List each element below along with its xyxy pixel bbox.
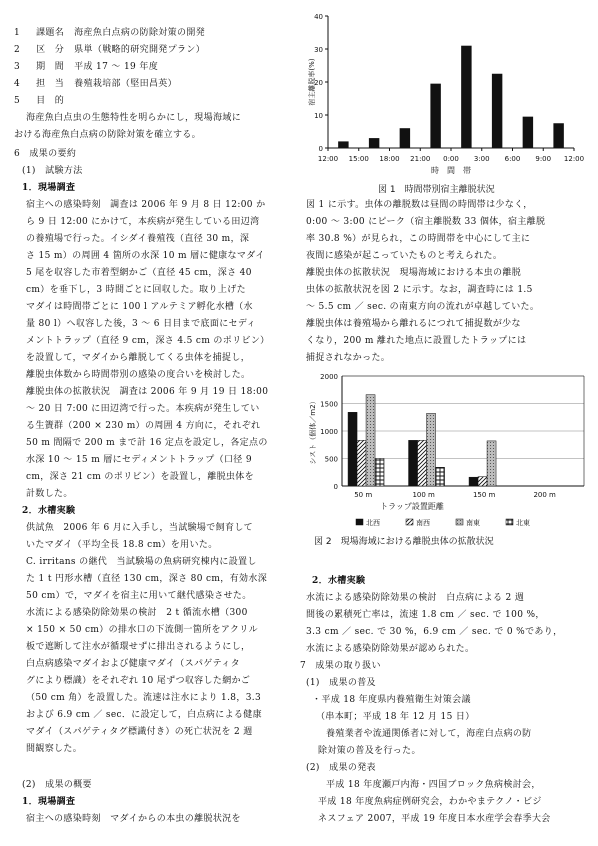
fig1-caption: 図 1 時間帯別宿主離脱状況 — [378, 185, 495, 194]
fig2-bar — [478, 477, 487, 486]
fig2-y-tick-label: 1000 — [320, 428, 338, 436]
fig1-y-tick-label: 20 — [314, 79, 323, 87]
fig1-bar — [338, 141, 348, 148]
fig1-bar — [400, 128, 410, 148]
right-text-line: 平成 18 年度瀬戸内海・四国ブロック魚病検討会， — [326, 780, 541, 790]
fig1-bar — [430, 84, 440, 148]
right-text-line: 3.3 cm ／ sec. で 30 %，6.9 cm ／ sec. で 0 %であり， — [306, 627, 563, 637]
right-text-line: 平成 18 年度魚病症例研究会，わかやまテクノ・ビジ — [318, 797, 542, 807]
left-text-line: （50 cm 角）を設置した。流速は注水により 1.8，3.3 — [26, 693, 262, 703]
fig1-y-tick-label: 0 — [318, 145, 323, 153]
header-row-3: 3 期 間 平成 17 ～ 19 年度 — [14, 62, 159, 72]
left-text-line: 1．現場調査 — [22, 183, 76, 193]
fig2-bar — [487, 441, 496, 486]
fig2-legend-swatch — [506, 519, 513, 525]
left-text-line: ら 9 日 12:00 にかけて，本疾病が発生している田辺湾 — [26, 217, 260, 227]
fig2-bar — [348, 412, 357, 486]
right-text-line: ネスフェア 2007，平成 19 年度日本水産学会春季大会 — [318, 814, 551, 824]
right-text-line: 間後の累積死亡率は，流速 1.8 cm ／ sec. で 100 %， — [306, 610, 545, 620]
fig1-bar — [461, 46, 471, 148]
fig2-y-axis-label: シスト（個体／m2） — [309, 397, 317, 465]
fig1-x-tick-label: 21:00 — [410, 155, 431, 163]
left-text-line: cm，深さ 21 cm のポリビン）を設置し，離脱虫体を — [26, 472, 254, 482]
figure-2-chart — [306, 366, 588, 576]
right-text-line: くなり，200 m 離れた地点に設置したトラップには — [306, 336, 527, 346]
fig2-y-tick-label: 500 — [324, 455, 338, 464]
left-text-line: さ 15 m）の周囲 4 箇所の水深 10 m 層に健康なマダイ — [26, 251, 265, 261]
fig1-x-tick-label: 15:00 — [348, 155, 369, 163]
left-text-line: 水流による感染防除効果の検討 2 t 循流水槽（300 — [26, 608, 248, 618]
left-text-line: 計数した。 — [26, 489, 73, 499]
fig1-bar — [523, 117, 533, 148]
left-text-line: 白点病感染マダイおよび健康マダイ（スパゲティタ — [26, 659, 240, 669]
fig2-bar — [469, 477, 478, 486]
fig2-y-tick-label: 0 — [333, 483, 338, 491]
left-text-line: 板で遮断して注水が循環せずに排出されるようにし， — [26, 642, 251, 652]
fig1-x-tick-label: 18:00 — [379, 155, 400, 163]
fig2-x-tick-label: 100 m — [412, 491, 435, 499]
header-row-2: 2 区 分 県単（戦略的研究開発プラン） — [14, 45, 206, 55]
right-text-line: 2．水槽実験 — [312, 576, 366, 586]
right-text-line: ・平成 18 年度県内養殖衛生対策会議 — [312, 695, 471, 705]
left-text-line: を設置して，マダイから離脱してくる虫体を捕捉し， — [26, 353, 251, 363]
right-text-line: 率 30.8 %）が見られ，この時間帯を中心にして主に — [306, 234, 531, 244]
left-text-line: の養殖場で行った。イシダイ養殖筏（直径 30 m，深 — [26, 234, 250, 244]
fig2-x-tick-label: 50 m — [354, 491, 373, 499]
left-text-line: C. irritans の継代 当試験場の魚病研究棟内に設置し — [26, 557, 257, 567]
fig2-x-tick-label: 150 m — [472, 491, 496, 499]
right-text-line: 0:00 ～ 3:00 にピーク（宿主離脱数 33 個体，宿主離脱 — [306, 217, 546, 227]
fig2-x-tick-label: 200 m — [533, 491, 556, 499]
fig1-x-tick-label: 12:00 — [563, 155, 585, 163]
fig2-bar — [418, 440, 427, 486]
right-text-line: 虫体の拡散状況を図 2 に示す。なお，調査時には 1.5 — [306, 285, 533, 295]
left-text-line: 離脱虫体の拡散状況 調査は 2006 年 9 月 19 日 18:00 — [26, 387, 269, 397]
fig2-y-tick-label: 2000 — [320, 373, 338, 381]
right-text-line: 離脱虫体は養殖場から離れるにつれて捕捉数が少な — [306, 319, 521, 329]
left-text-line: 離脱虫体数から時間帯別の感染の度合いを検討した。 — [26, 370, 251, 380]
left-text-line: いたマダイ（平均全長 18.8 cm）を用いた。 — [26, 540, 218, 550]
fig2-bar — [357, 440, 366, 486]
fig2-x-axis-label: トラップ設置距離 — [380, 502, 444, 511]
left-text-line: 50 m 間隔で 200 m まで計 16 定点を設定し，各定点の — [26, 438, 268, 448]
left-text-line: メントトラップ（直径 9 cm，深さ 4.5 cm のポリビン） — [26, 336, 270, 346]
fig2-legend-label: 北西 — [366, 519, 380, 527]
header-row-5: 5 目 的 — [14, 96, 65, 106]
right-text-line: 捕捉されなかった。 — [306, 353, 391, 363]
right-text-line: 夜間に感染が起こっていたものと考えられた。 — [306, 251, 503, 261]
header-row-4: 4 担 当 養殖栽培部（堅田昌英） — [14, 79, 177, 89]
fig1-x-axis-label: 時 間 帯 — [431, 166, 471, 175]
fig2-legend-label: 南西 — [416, 519, 430, 527]
fig1-bar — [369, 138, 379, 148]
fig2-bar — [375, 459, 384, 487]
left-text-line: 6 成果の要約 — [14, 149, 77, 159]
left-text-line: 宿主への感染時刻 調査は 2006 年 9 月 8 日 12:00 か — [26, 200, 266, 210]
fig2-y-tick-label: 1500 — [320, 400, 338, 409]
left-text-line: マダイは時間帯ごとに 100 l アルテミア孵化水槽（水 — [26, 302, 253, 312]
left-text-line: 水深 10 ～ 15 m 層にセディメントトラップ（口径 9 — [26, 455, 252, 465]
fig2-bar — [366, 395, 375, 486]
fig2-caption: 図 2 現場海域における離脱虫体の拡散状況 — [314, 537, 494, 547]
figure-1-chart — [306, 4, 588, 194]
left-text-line: および 6.9 cm ／ sec．に設定して，白点病による健康 — [26, 710, 262, 720]
fig2-bar — [409, 440, 418, 486]
right-text-line: (1) 成果の普及 — [306, 678, 376, 688]
fig1-x-tick-label: 12:00 — [317, 155, 339, 163]
left-text-line: 1．現場調査 — [22, 797, 76, 807]
right-text-line: ～ 5.5 cm ／ sec. の南東方向の流れが卓越していた。 — [306, 302, 540, 312]
fig1-y-tick-label: 30 — [314, 46, 323, 54]
fig1-x-tick-label: 0:00 — [443, 155, 459, 163]
left-text-line: 5 尾を収容した市着型網かご（直径 45 cm，深さ 40 — [26, 268, 252, 278]
purpose-line-2: おける海産魚白点病の防除対策を確立する。 — [14, 130, 202, 140]
left-text-line: た 1 t 円形水槽（直径 130 cm，深さ 80 cm，有効水深 — [26, 574, 268, 584]
fig2-legend-swatch — [356, 519, 363, 525]
right-text-line: (2) 成果の発表 — [306, 763, 376, 773]
left-text-line: ～ 20 日 7:00 に田辺湾で行った。本疾病が発生してい — [26, 404, 260, 414]
right-text-line: 養殖業者や流通関係者に対して，海産白点病の防 — [326, 729, 532, 739]
left-text-line: × 150 × 50 cm）の排水口の下流側一箇所をアクリル — [26, 625, 258, 635]
left-text-line: 50 cm）で，マダイを宿主に用いて継代感染させた。 — [26, 591, 252, 601]
fig1-x-tick-label: 3:00 — [473, 155, 490, 163]
left-text-line: グにより標識）をそれぞれ 10 尾ずつ収容した網かご — [26, 676, 251, 686]
header-row-1: 1 課題名 海産魚白点病の防除対策の開発 — [14, 28, 206, 38]
fig1-bar — [553, 123, 563, 148]
fig1-bar — [492, 74, 502, 148]
left-text-line: 供試魚 2006 年 6 月に入手し，当試験場で飼育して — [26, 523, 254, 533]
right-text-line: 図 1 に示す。虫体の離脱数は昼間の時間帯は少なく， — [306, 200, 533, 210]
right-text-line: 離脱虫体の拡散状況 現場海域における本虫の離脱 — [306, 268, 522, 278]
left-text-line: 2．水槽実験 — [22, 506, 76, 516]
purpose-line-1: 海産魚白点虫の生態特性を明らかにし，現場海域に — [26, 113, 242, 123]
left-text-line: (2) 成果の概要 — [22, 780, 92, 790]
fig1-y-tick-label: 40 — [314, 13, 323, 21]
fig2-legend-label: 南東 — [466, 519, 480, 527]
left-text-line: 間観察した。 — [26, 744, 83, 754]
left-text-line: 量 80 l）へ収容した後，3 ～ 6 日目まで底面にセディ — [26, 319, 256, 329]
left-text-line: マダイ（スパゲティタグ標識付き）の死亡状況を 2 週 — [26, 727, 253, 737]
left-text-line: 宿主への感染時刻 マダイからの本虫の離脱状況を — [26, 814, 241, 824]
fig2-legend-label: 北東 — [516, 519, 530, 527]
right-text-line: （串本町；平成 18 年 12 月 15 日） — [316, 712, 475, 722]
right-text-line: 除対策の普及を行った。 — [318, 746, 421, 756]
fig2-legend-swatch — [456, 519, 463, 525]
fig2-bar — [436, 467, 445, 486]
fig1-y-axis-label: 宿主離脱率(%) — [308, 58, 316, 106]
left-text-line: (1) 試験方法 — [22, 166, 83, 176]
fig1-y-tick-label: 10 — [314, 112, 323, 120]
fig1-x-tick-label: 6:00 — [504, 155, 521, 163]
right-text-line: 水流による感染防除効果が認められた。 — [306, 644, 475, 654]
fig2-bar — [427, 413, 436, 486]
fig1-x-tick-label: 9:00 — [535, 155, 552, 163]
right-text-line: 7 成果の取り扱い — [300, 661, 381, 671]
left-text-line: cm）を垂下し，3 時間ごとに回収した。取り上げた — [26, 285, 246, 295]
right-text-line: 水流による感染防除効果の検討 白点病による 2 週 — [306, 593, 525, 603]
fig2-legend-swatch — [406, 519, 413, 525]
left-text-line: る生簀群（200 × 230 m）の周囲 4 方向に，それぞれ — [26, 421, 261, 431]
